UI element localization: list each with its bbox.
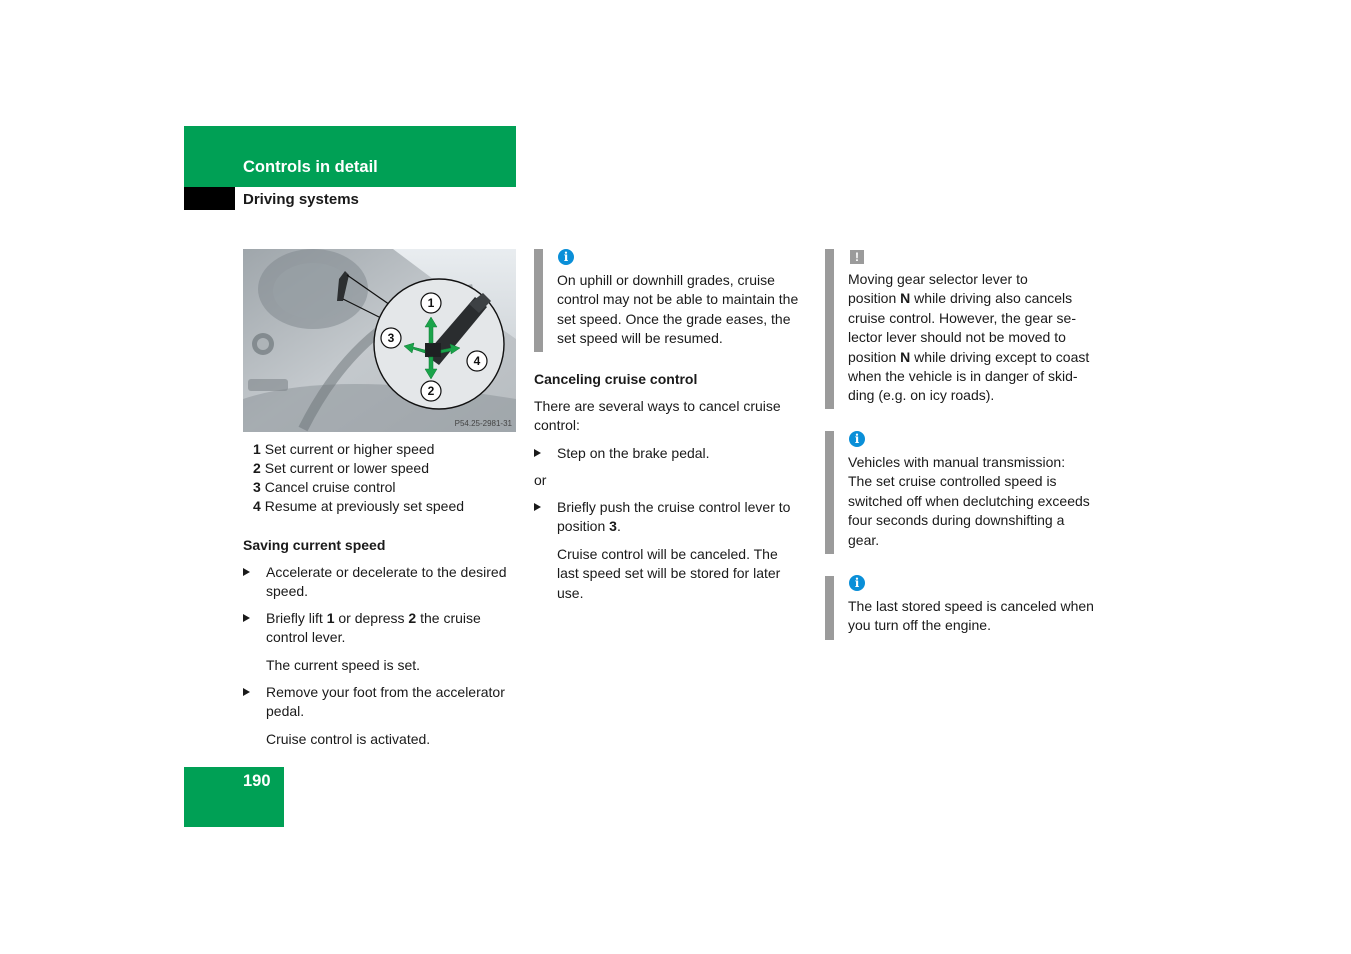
- callout-3: 3: [387, 331, 395, 345]
- info-icon: i: [849, 575, 865, 591]
- figure-code: P54.25-2981-31: [454, 419, 512, 428]
- saving-step-1: Accelerate or decelerate to the desired speed.: [243, 563, 523, 602]
- canceling-step-2: Briefly push the cruise control lever to position 3.: [534, 498, 814, 537]
- info-note-3: The last stored speed is canceled when you turn off the engine.: [848, 598, 1094, 634]
- legend-item: 1 Set current or higher speed: [253, 441, 435, 457]
- canceling-intro: There are several ways to cancel cruise control:: [534, 398, 781, 434]
- canceling-heading: Canceling cruise control: [534, 371, 698, 387]
- info-note-2: Vehicles with manual transmission: The set cruise controlled speed is switched off when declutching exceeds four seconds during downshifting a gear.: [848, 454, 1090, 548]
- canceling-result: Cruise control will be canceled. The last speed set will be stored for later use.: [557, 546, 781, 601]
- note-bar: [825, 431, 834, 554]
- subsection-title: Driving systems: [243, 191, 359, 208]
- header-bar: [184, 126, 516, 187]
- bullet-arrow-icon: [243, 568, 250, 576]
- cruise-control-lever-figure: [243, 249, 516, 432]
- legend-item: 3 Cancel cruise control: [253, 479, 396, 495]
- bullet-arrow-icon: [243, 688, 250, 696]
- saving-step-2: Briefly lift 1 or depress 2 the cruise control lever.: [243, 609, 523, 648]
- info-note-1: On uphill or downhill grades, cruise control may not be able to maintain the set speed. Once the grade eases, the set speed will be resumed.: [557, 272, 799, 347]
- page-number: 190: [243, 772, 271, 790]
- or-separator: or: [534, 472, 547, 488]
- warning-note: Moving gear selector lever to position N while driving also cancels cruise control. However, the gear se- lector lever should not be moved to position N while driving except to coast when the vehicle is in danger of skid- ding (e.g. on icy roads).: [848, 271, 1090, 404]
- bullet-arrow-icon: [534, 503, 541, 511]
- callout-2: 2: [427, 384, 435, 398]
- note-bar: [825, 576, 834, 640]
- canceling-step-1: Step on the brake pedal.: [534, 444, 814, 463]
- legend-item: 2 Set current or lower speed: [253, 460, 429, 476]
- saving-result-1: The current speed is set.: [266, 657, 421, 673]
- saving-result-2: Cruise control is activated.: [266, 731, 431, 747]
- saving-heading: Saving current speed: [243, 537, 386, 553]
- section-title: Controls in detail: [243, 158, 378, 176]
- note-bar: [534, 249, 543, 352]
- callout-4: 4: [473, 354, 481, 368]
- callout-1: 1: [427, 296, 435, 310]
- note-bar: [825, 249, 834, 409]
- dashboard-illustration: [243, 249, 516, 432]
- saving-step-3: Remove your foot from the accelerator pedal.: [243, 683, 523, 722]
- info-icon: i: [849, 431, 865, 447]
- bullet-arrow-icon: [534, 449, 541, 457]
- warning-icon: !: [850, 250, 864, 264]
- legend-item: 4 Resume at previously set speed: [253, 498, 465, 514]
- bullet-arrow-icon: [243, 614, 250, 622]
- info-icon: i: [558, 249, 574, 265]
- section-tab-marker: [184, 187, 235, 210]
